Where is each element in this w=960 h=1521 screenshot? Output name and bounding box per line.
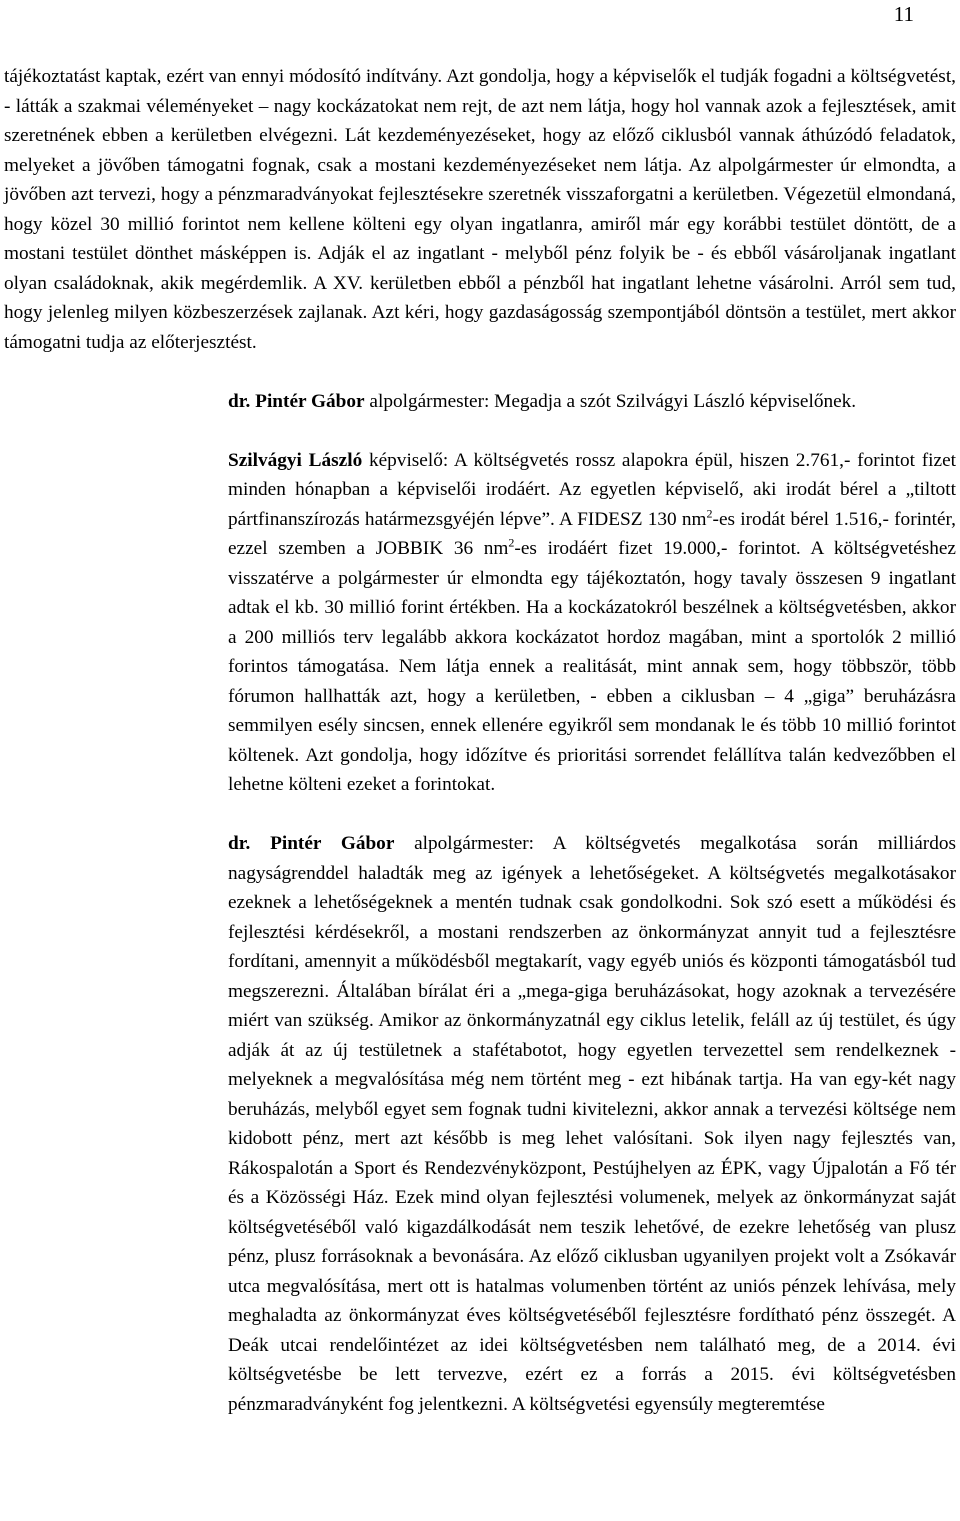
paragraph-gap <box>4 357 956 387</box>
remark-text: alpolgármester: Megadja a szót Szilvágyi László képviselőnek. <box>364 390 857 412</box>
paragraph-continuation: tájékoztatást kaptak, ezért van ennyi módosító indítvány. Azt gondolja, hogy a képviselők el tudják fogadni a költségvetést, - látták a szakmai véleményeket – nagy kockázatokat nem rejt, de azt nem látja, hogy hol vannak azok a fejlesztések, amit szeretnének ebben a kerületben elvégezni. Lát kezdeményezéseket, hogy az előző ciklusból vannak áthúzódó feladatok, melyeket a jövőben támogatni fognak, csak a mostani kezdeményezéseket nem látja. Az alpolgármester úr elmondta, a jövőben azt tervezi, hogy a pénzmaradványokat fejlesztésekre szeretnék visszaforgatni a kerületben. Végezetül elmondaná, hogy közel 30 millió forintot nem kellene költeni egy olyan ingatlanra, amiről már egy korábbi testület döntött, de a mostani testület dönthet másképpen is. Adják el az ingatlant - melyből pénz folyik be - és ebből vásároljanak ingatlant olyan családoknak, akik megérdemlik. A XV. kerületben ebből a pénzből hat ingatlant lehetne vásárolni. Arról sem tud, hogy jelenleg milyen közbeszerzések zajlanak. Azt kéri, hogy gazdaságosság szempontjából döntsön a testület, mert akkor támogatni tudja az előterjesztést. <box>4 66 956 353</box>
paragraph-speaker-pinter <box>4 829 956 1419</box>
paragraph-chair-remark <box>4 387 956 417</box>
speech-text-3: -es irodáért fizet 19.000,- forintot. A költségvetéshez visszatérve a polgármester úr elmondta egy tájékoztatón, hogy tavaly összesen 9 ingatlant adtak el kb. 30 millió forint értékben. Ha a kockázatokról beszélnek a költségvetésben, akkor a 200 milliós terv legalább akkora kockázatot hordoz magában, mint a sportolók 2 millió forintos támogatása. Nem látja ennek a realitását, mint annak sem, hogy többször, több fórumon hallhatták azt, hogy a kerületben, - ebben a ciklusban – 4 „giga” beruházásra semmilyen esély sincsen, ennek ellenére egyikről sem mondanak le és több 10 millió forintot költenek. Azt gondolja, hogy időzítve és prioritási sorrendet felállítva talán kedvezőbben el lehetne költeni ezeket a forintokat. <box>228 538 956 795</box>
speaker-prefix: dr. <box>228 833 251 854</box>
speaker-name: Pintér Gábor <box>255 390 365 412</box>
paragraph-gap <box>4 416 956 446</box>
document-body <box>4 62 956 1419</box>
speaker-name: Pintér Gábor <box>270 833 395 854</box>
superscript-2: 2 <box>706 506 713 521</box>
speech-text-1: képviselő: A költségvetés rossz alapokra épül, hiszen 2.761,- forintot fizet minden hónapban a képviselői irodáért. Az egyetlen képviselő, aki irodát bérel a „tiltott pártfinanszírozás határmezsgyéjén lépve”. A FIDESZ 130 nm <box>228 449 956 530</box>
superscript-2: 2 <box>508 535 515 550</box>
speaker-prefix: dr. <box>228 390 251 412</box>
page-number: 11 <box>893 2 914 26</box>
speaker-name: Szilvágyi László <box>228 449 363 471</box>
paragraph-speaker-szilvagyi <box>4 446 956 800</box>
speech-text-2: -es irodát bérel 1.516,- forintér, ezzel szemben a JOBBIK 36 nm <box>228 508 956 559</box>
paragraph-gap <box>4 800 956 830</box>
speech-text: alpolgármester: A költségvetés megalkotása során milliárdos nagyságrenddel haladták meg az igények a lehetőségeket. A költségvetés megalkotásakor ezeknek a lehetőségeknek a mentén tudnak csak gondolkodni. Sok szó esett a működési és fejlesztési kérdésekről, a mostani rendszerben az önkormányzat annyit tud a fejlesztésre fordítani, amennyit a működésből megtakarít, vagy egyéb uniós és központi támogatásból tud megszerezni. Általában bírálat éri a „mega-giga beruházásokat, hogy azoknak a tervezésére miért van szükség. Amikor az önkormányzatnál egy ciklus letelik, feláll az új testület, és úgy adják át az új testületnek a stafétabotot, hogy egyetlen tervezettel sem rendelkeznek - melyeknek a megvalósítása még nem történt meg - ezt hibának tartja. Ha van egy-két nagy beruházás, melyből egyet sem fognak tudni kivitelezni, akkor annak a tervezési költsége nem kidobott pénz, mert azt később is meg lehet valósítani. Sok ilyen nagy fejlesztés van, Rákospalotán a Sport és Rendezvényközpont, Pestújhelyen az ÉPK, vagy Újpalotán a Fő tér és a Közösségi Ház. Ezek mind olyan fejlesztési volumenek, melyek az önkormányzat saját költségvetéséből való kigazdálkodását nem teszik lehetővé, de ezekre lehetőség van plusz pénz, plusz forrásoknak a bevonására. Az előző ciklusban ugyanilyen projekt volt a Zsókavár utca megvalósítása, mert ott is hatalmas volumenben történt az uniós pénzek lehívása, mely meghaladta az önkormányzat éves költségvetéséből fejlesztésre fordítható pénz összegét. A Deák utcai rendelőintézet az idei költségvetésben nem található meg, de a 2014. évi költségvetésbe be lett tervezve, ezért ez a forrás a 2015. évi költségvetésben pénzmaradványként fog jelentkezni. A költségvetési egyensúly megteremtése <box>228 833 956 1415</box>
